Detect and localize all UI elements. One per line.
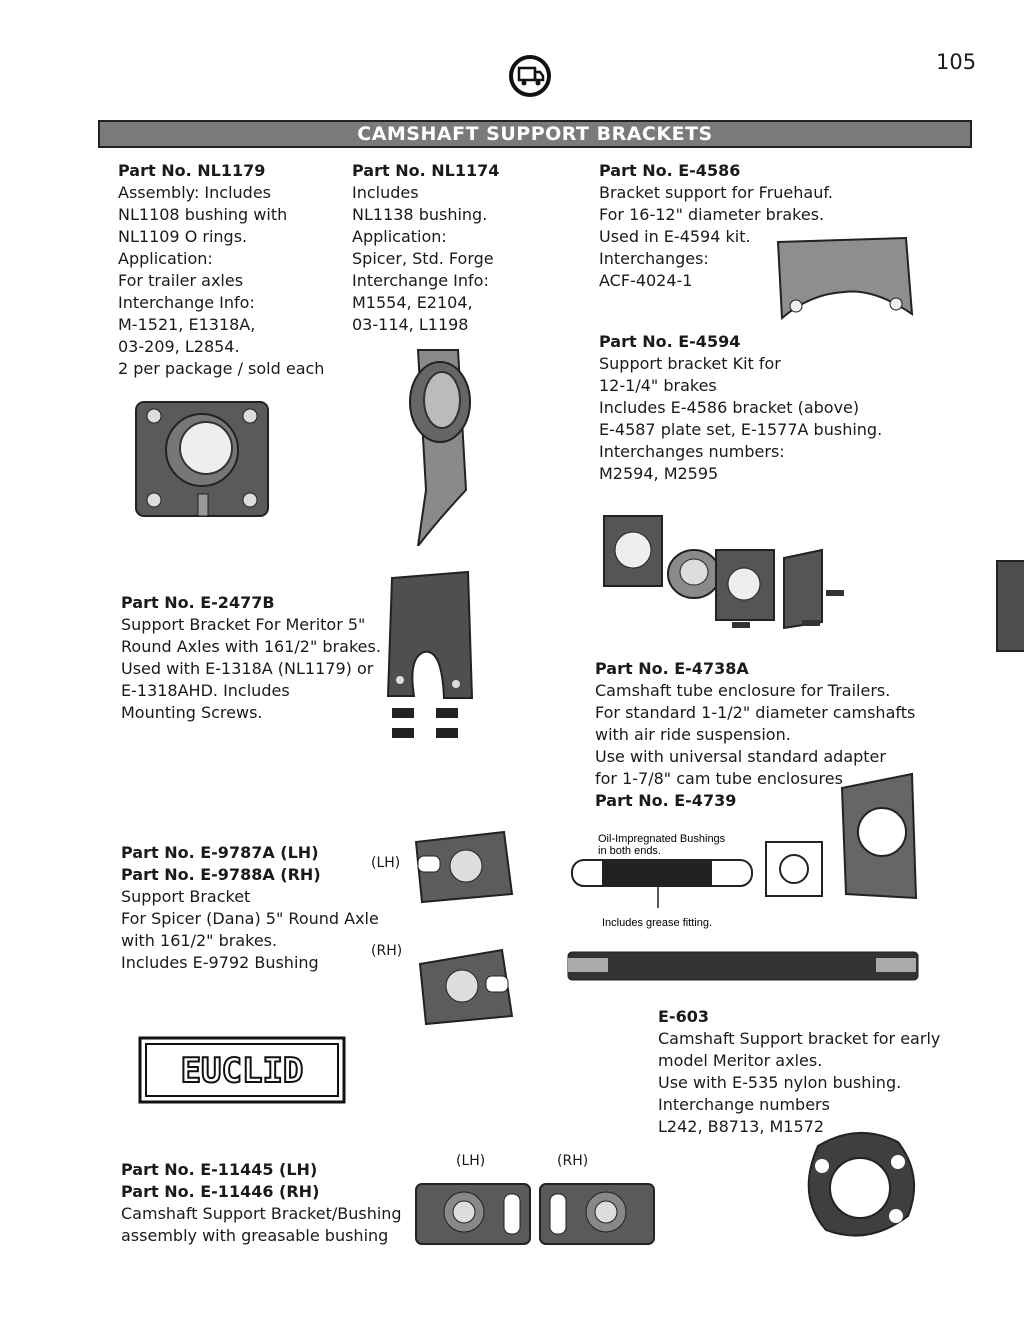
e4738a-tube-diagram xyxy=(566,768,922,994)
nl1179-flange-bearing-image xyxy=(132,398,272,522)
section-side-tab xyxy=(996,560,1024,652)
desc-line: Interchanges numbers: xyxy=(599,442,785,461)
desc-line: Spicer, Std. Forge xyxy=(352,249,494,268)
euclid-logo xyxy=(138,1036,346,1104)
part-number: Part No. E-11445 (LH) xyxy=(121,1160,318,1179)
nl1174-bracket-image xyxy=(398,340,478,546)
callout-grease: Includes grease fitting. xyxy=(602,917,713,929)
e11446-rh-bracket-image xyxy=(538,1178,656,1250)
desc-line: Interchange Info: xyxy=(352,271,489,290)
desc-line: M1554, E2104, xyxy=(352,293,473,312)
desc-line: with 161/2" brakes. xyxy=(121,931,278,950)
desc-line: for 1-7/8" cam tube enclosures xyxy=(595,769,843,788)
desc-line: Bracket support for Fruehauf. xyxy=(599,183,833,202)
part-number: E-603 xyxy=(658,1007,709,1026)
desc-line: For Spicer (Dana) 5" Round Axle xyxy=(121,909,379,928)
desc-line: Used with E-1318A (NL1179) or xyxy=(121,659,374,678)
desc-line: E-4587 plate set, E-1577A bushing. xyxy=(599,420,883,439)
part-number: Part No. E-9788A (RH) xyxy=(121,865,321,884)
e4594-kit-image xyxy=(598,510,850,638)
desc-line: Interchanges: xyxy=(599,249,709,268)
desc-line: ACF-4024-1 xyxy=(599,271,693,290)
desc-line: Interchange numbers xyxy=(658,1095,830,1114)
part-number: Part No. E-9787A (LH) xyxy=(121,843,319,862)
part-number: Part No. E-4594 xyxy=(599,332,741,351)
e11445-lh-bracket-image xyxy=(414,1178,532,1250)
rh-label: (RH) xyxy=(557,1153,589,1169)
desc-line: L242, B8713, M1572 xyxy=(658,1117,825,1136)
desc-line: 03-209, L2854. xyxy=(118,337,240,356)
part-number: Part No. E-4586 xyxy=(599,161,741,180)
desc-line: E-1318AHD. Includes xyxy=(121,681,290,700)
product-e9787a xyxy=(121,842,379,974)
desc-line: Camshaft tube enclosure for Trailers. xyxy=(595,681,891,700)
product-e11445 xyxy=(121,1159,402,1247)
desc-line: Camshaft Support bracket for early xyxy=(658,1029,941,1048)
truck-logo-icon xyxy=(508,54,552,98)
part-number: Part No. NL1179 xyxy=(118,161,266,180)
desc-line: Application: xyxy=(352,227,447,246)
e2477b-bracket-image xyxy=(384,568,476,748)
desc-line: Includes xyxy=(352,183,419,202)
product-e4594 xyxy=(599,331,882,485)
desc-line: Application: xyxy=(118,249,213,268)
product-nl1174 xyxy=(352,160,499,336)
rh-label: (RH) xyxy=(371,943,403,959)
desc-line: For 16-12" diameter brakes. xyxy=(599,205,825,224)
desc-line: Use with E-535 nylon bushing. xyxy=(658,1073,902,1092)
e4586-bracket-image xyxy=(774,236,916,320)
desc-line: with air ride suspension. xyxy=(595,725,791,744)
desc-line: Interchange Info: xyxy=(118,293,255,312)
callout-bushings: Oil-Impregnated Bushings xyxy=(598,833,726,845)
desc-line: Support Bracket For Meritor 5" xyxy=(121,615,366,634)
desc-line: NL1108 bushing with xyxy=(118,205,288,224)
product-e603 xyxy=(658,1006,940,1138)
part-number: Part No. E-11446 (RH) xyxy=(121,1182,320,1201)
desc-line: Support bracket Kit for xyxy=(599,354,781,373)
product-nl1179 xyxy=(118,160,324,380)
desc-line: 03-114, L1198 xyxy=(352,315,469,334)
part-number: Part No. E-4738A xyxy=(595,659,749,678)
desc-line: NL1109 O rings. xyxy=(118,227,248,246)
part-number: Part No. E-2477B xyxy=(121,593,275,612)
section-title-banner: CAMSHAFT SUPPORT BRACKETS xyxy=(98,120,972,148)
page-number: 105 xyxy=(936,50,977,74)
e9788a-rh-bracket-image xyxy=(414,940,518,1030)
euclid-logo-text: EUCLID xyxy=(180,1051,304,1091)
lh-label: (LH) xyxy=(456,1153,486,1169)
desc-line: M-1521, E1318A, xyxy=(118,315,256,334)
desc-line: NL1138 bushing. xyxy=(352,205,488,224)
lh-label: (LH) xyxy=(371,855,401,871)
desc-line: Used in E-4594 kit. xyxy=(599,227,751,246)
desc-line: 12-1/4" brakes xyxy=(599,376,717,395)
callout-bushings-2: in both ends. xyxy=(598,845,661,857)
desc-line: model Meritor axles. xyxy=(658,1051,823,1070)
desc-line: Mounting Screws. xyxy=(121,703,263,722)
e9787a-lh-bracket-image xyxy=(412,822,516,908)
desc-line: For standard 1-1/2" diameter camshafts xyxy=(595,703,916,722)
desc-line: M2594, M2595 xyxy=(599,464,719,483)
part-number: Part No. NL1174 xyxy=(352,161,500,180)
desc-line: Use with universal standard adapter xyxy=(595,747,886,766)
desc-line: Assembly: Includes xyxy=(118,183,272,202)
desc-line: Includes E-9792 Bushing xyxy=(121,953,319,972)
desc-line: For trailer axles xyxy=(118,271,244,290)
desc-line: assembly with greasable bushing xyxy=(121,1226,389,1245)
desc-line: Includes E-4586 bracket (above) xyxy=(599,398,860,417)
desc-line: Support Bracket xyxy=(121,887,251,906)
desc-line: 2 per package / sold each xyxy=(118,359,325,378)
desc-line: Camshaft Support Bracket/Bushing xyxy=(121,1204,402,1223)
desc-line: Round Axles with 161/2" brakes. xyxy=(121,637,381,656)
product-e2477b xyxy=(121,592,381,724)
e603-bracket-image xyxy=(798,1126,922,1244)
part-number: Part No. E-4739 xyxy=(595,791,737,810)
